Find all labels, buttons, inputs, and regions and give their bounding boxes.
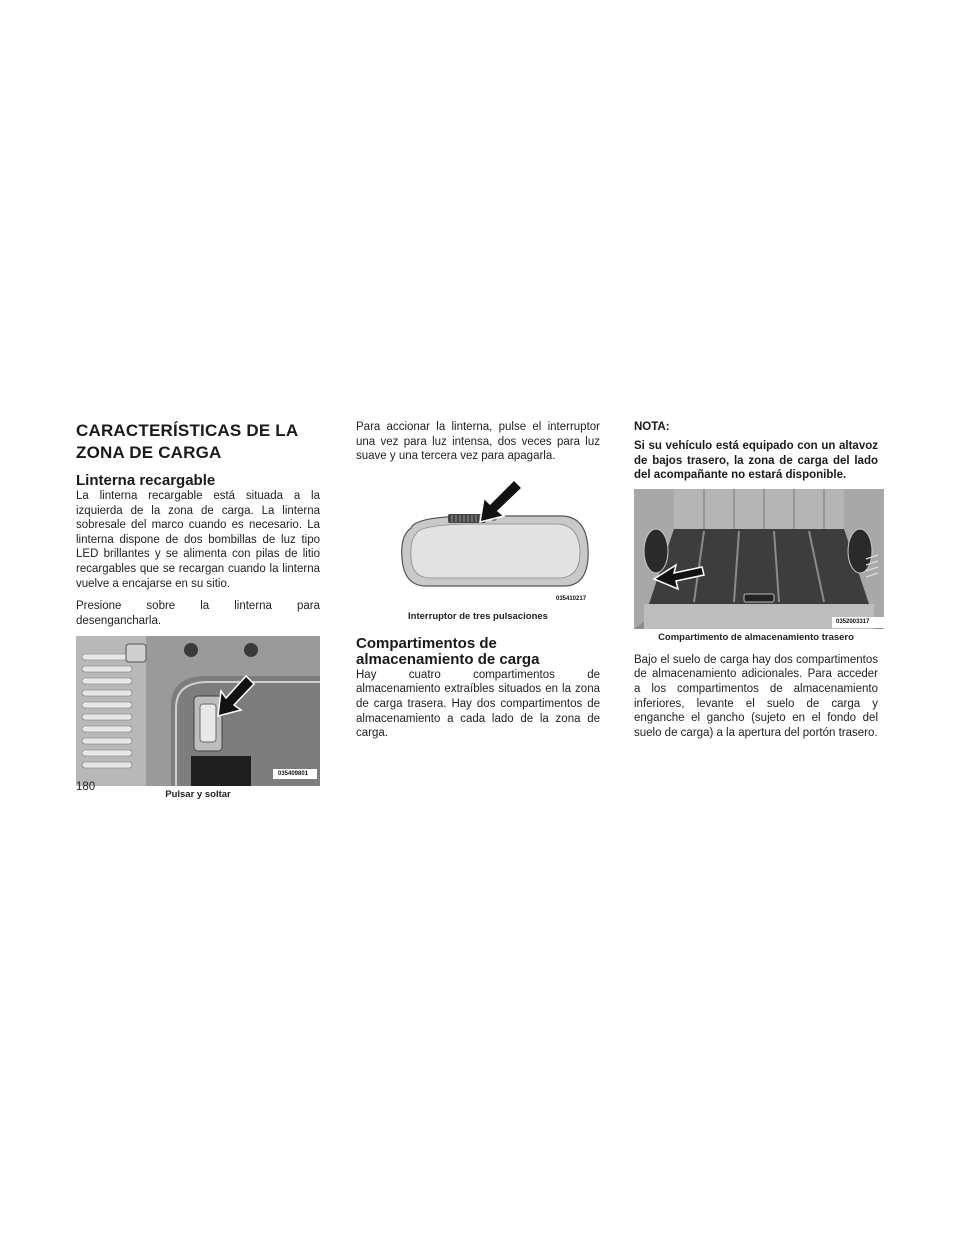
cargo-area-illustration xyxy=(634,489,884,629)
storage-description: Hay cuatro compartimentos de almacenamiento extraíbles situados en la zona de carga trasera. Hay dos compartimentos de almacenamiento a cada lado de la zona de carga. xyxy=(356,668,600,740)
flashlight-panel-illustration xyxy=(76,636,320,786)
figure-caption: Pulsar y soltar xyxy=(165,789,231,801)
figure-rear-storage xyxy=(634,489,878,629)
subsection-title-flashlight: Linterna recargable xyxy=(76,472,216,489)
column-left xyxy=(76,420,320,810)
note-label: NOTA: xyxy=(634,421,670,433)
switch-instructions: Para accionar la linterna, pulse el interruptor una vez para luz intensa, dos veces para luz suave y una tercera vez para apagarla. xyxy=(356,421,600,463)
page-number: 180 xyxy=(76,781,96,793)
subsection-title-storage: Compartimentos de almacenamiento de carga xyxy=(356,634,540,668)
section-title: CARACTERÍSTICAS DE LA ZONA DE CARGA xyxy=(76,421,298,462)
figure-three-press-switch xyxy=(356,478,600,608)
column-right xyxy=(634,420,878,748)
figure-code: 035410217 xyxy=(556,595,587,602)
figure-caption: Interruptor de tres pulsaciones xyxy=(408,610,548,622)
figure-push-release xyxy=(76,636,320,786)
figure-code: 035409801 xyxy=(278,771,309,778)
flashlight-description: La linterna recargable está situada a la izquierda de la zona de carga. La linterna sobresale del marco cuando es necesario. La linterna dispone de dos bombillas de luz tipo LED brillantes y se alimenta con pilas de litio recargables que se recargan cuando la linterna vuelve a encajarse en su sitio. xyxy=(76,490,320,590)
figure-caption: Compartimento de almacenamiento trasero xyxy=(658,631,854,643)
figure-code: 0352003317 xyxy=(836,618,870,625)
flashlight-release-text: Presione sobre la linterna para desengancharla. xyxy=(76,600,320,627)
flashlight-switch-illustration xyxy=(356,478,600,608)
note-text: Si su vehículo está equipado con un altavoz de bajos trasero, la zona de carga del lado del acompañante no estará disponible. xyxy=(634,440,878,482)
lower-storage-description: Bajo el suelo de carga hay dos compartimentos de almacenamiento adicionales. Para acceder a los compartimentos de almacenamiento inferiores, levante el suelo de carga y enganche el gancho (sujeto en el fondo del suelo de carga) a la apertura del portón trasero. xyxy=(634,653,878,739)
column-middle xyxy=(356,420,600,749)
